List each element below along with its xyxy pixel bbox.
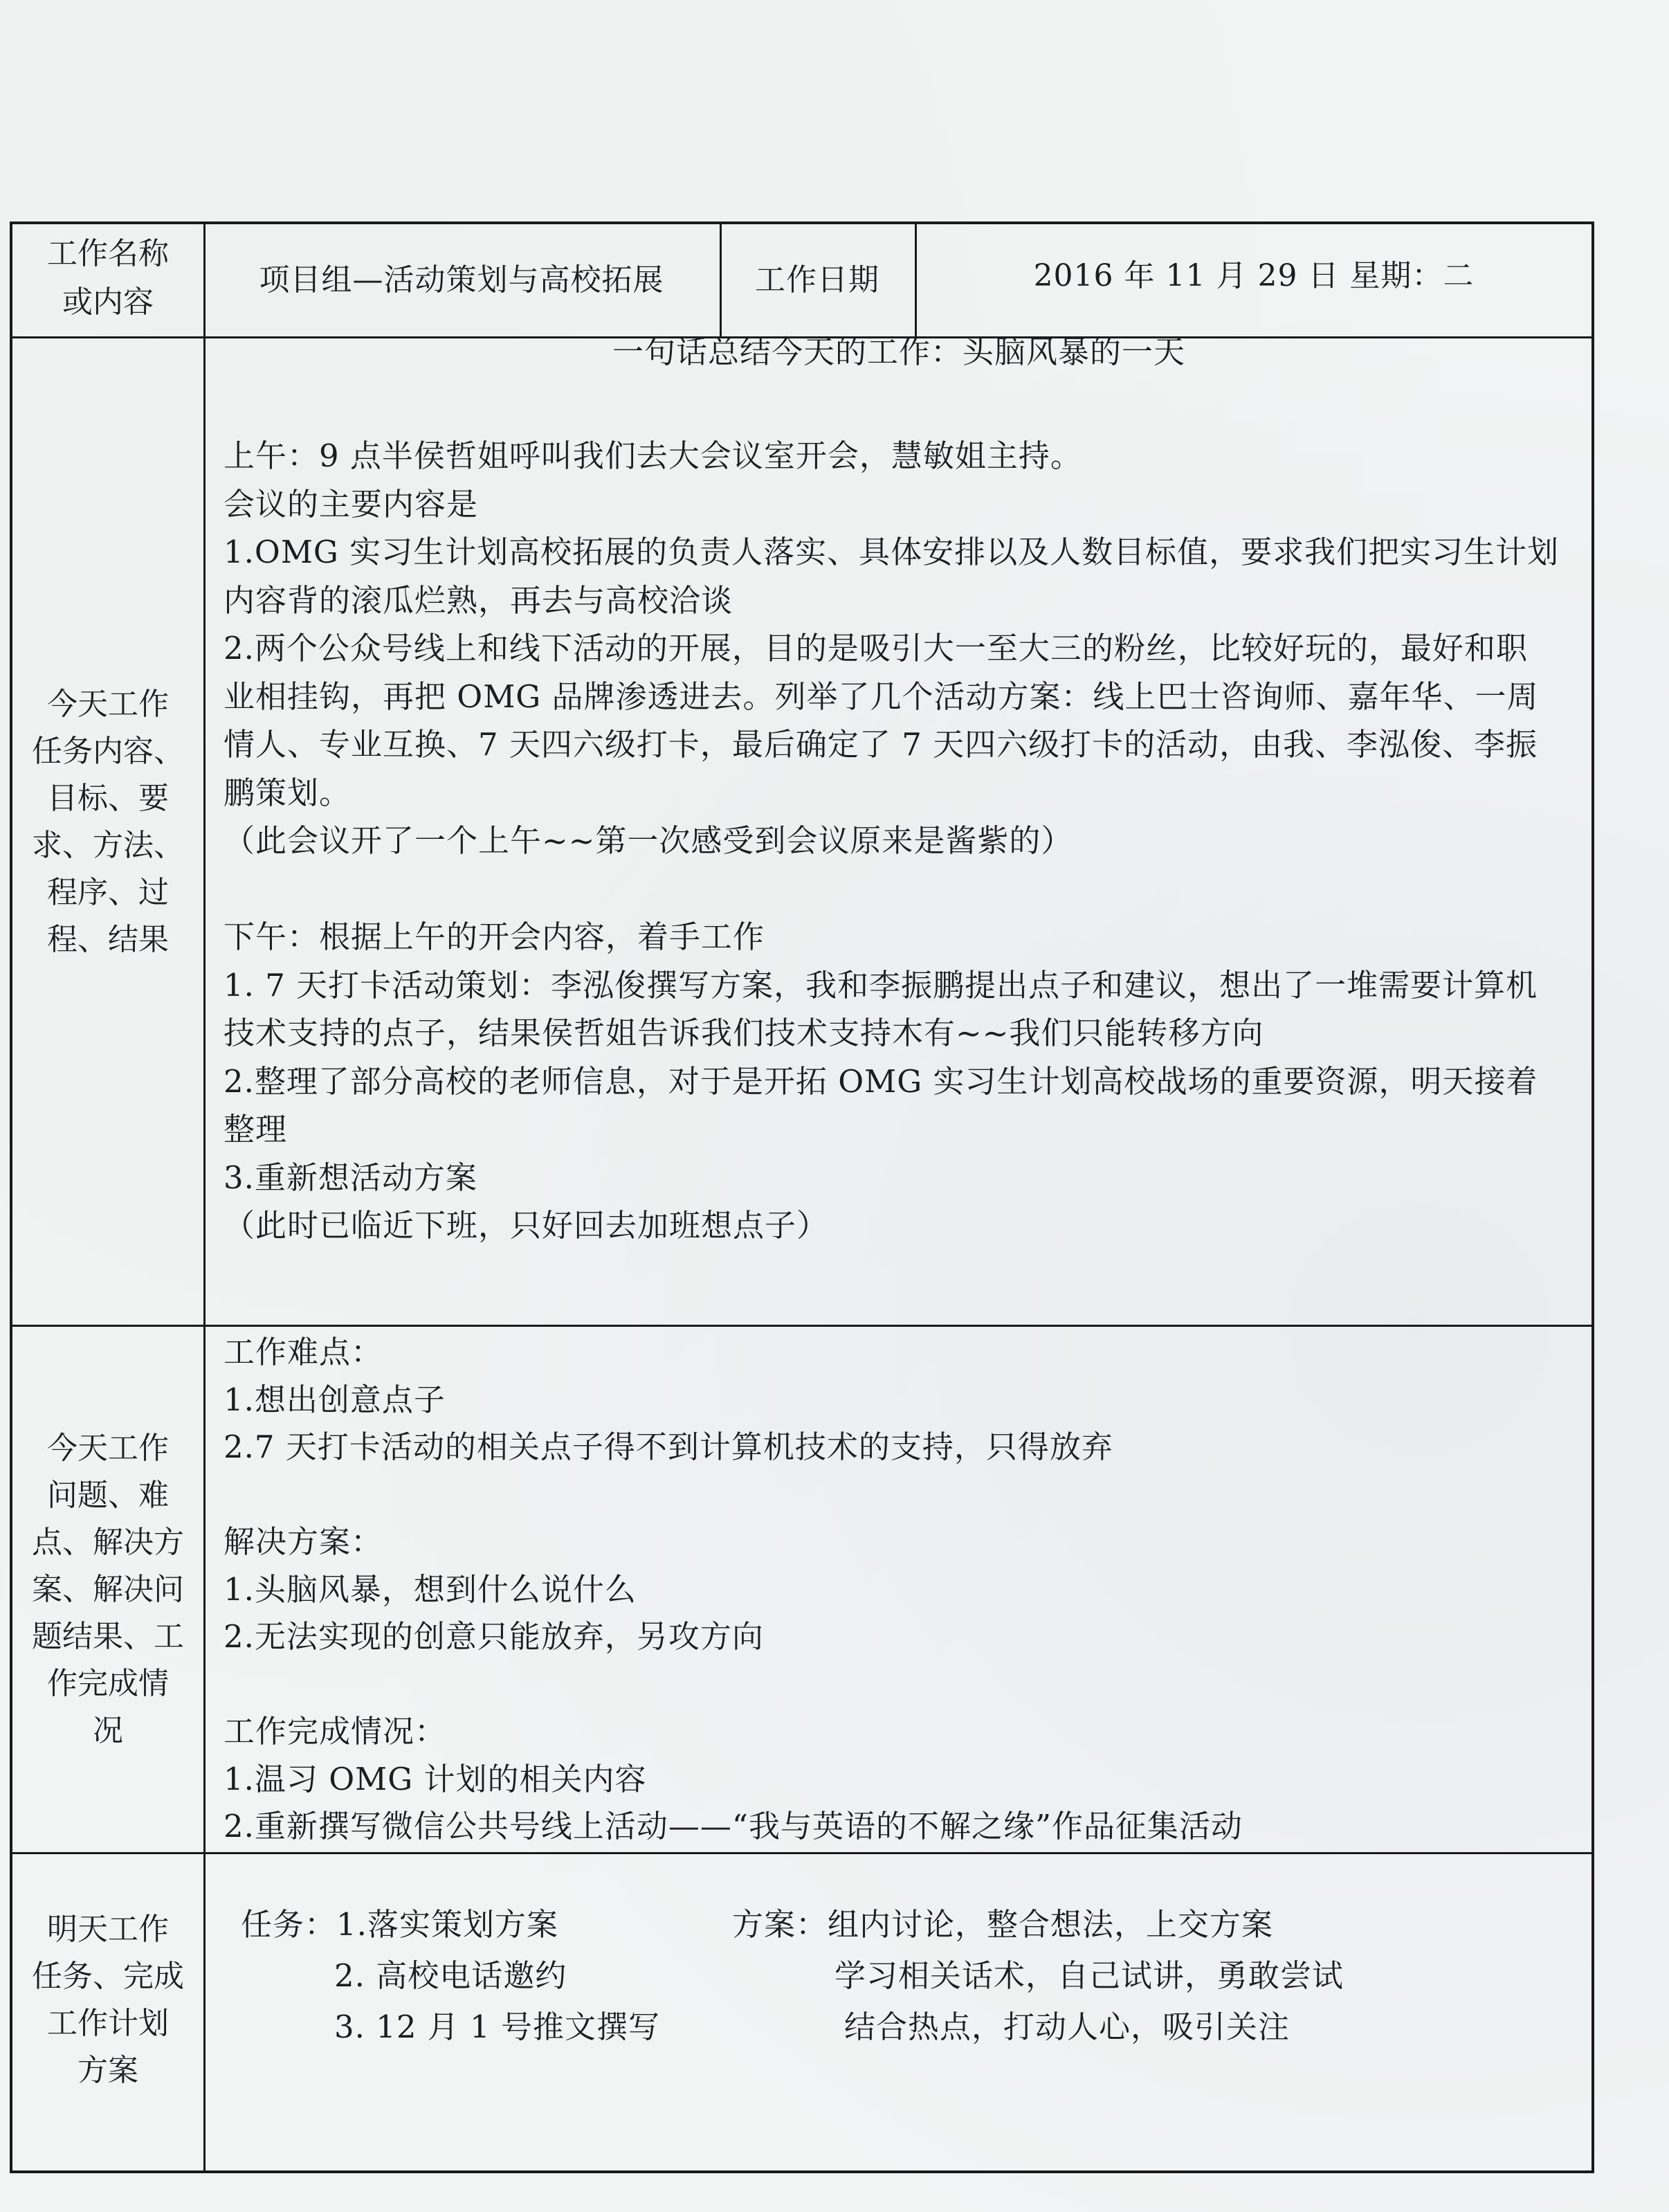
tomorrow-plan-2: 学习相关话术，自己试讲，勇敢尝试 — [834, 1957, 1344, 1994]
rule-after-tasks — [12, 1325, 1592, 1327]
task-line: （此会议开了一个上午~~第一次感受到会议原来是酱紫的） — [224, 822, 1073, 859]
work-name-label: 工作名称 或内容 — [47, 236, 169, 320]
today-tasks-label: 今天工作 任务内容、 目标、要 求、方法、 程序、过 程、结果 — [32, 687, 184, 957]
tomorrow-body — [241, 1899, 660, 2053]
tomorrow-plan-1: 方案：组内讨论，整合想法，上交方案 — [732, 1906, 1274, 1943]
task-line: （此时已临近下班，只好回去加班想点子） — [224, 1207, 829, 1244]
task-line: 3.重新想活动方案 — [224, 1159, 477, 1196]
task-line: 情人、专业互换、7 天四六级打卡，最后确定了 7 天四六级打卡的活动，由我、李泓俊、李振 — [224, 726, 1538, 763]
task-line: 会议的主要内容是 — [224, 485, 479, 523]
problem-line: 2.无法实现的创意只能放弃，另攻方向 — [224, 1618, 764, 1655]
problem-line: 2.7 天打卡活动的相关点子得不到计算机技术的支持，只得放弃 — [224, 1429, 1113, 1465]
problem-line-blank — [224, 1661, 1243, 1709]
problem-line: 1.温习 OMG 计划的相关内容 — [224, 1760, 647, 1797]
task-line: 2.整理了部分高校的老师信息，对于是开拓 OMG 实习生计划高校战场的重要资源，明天接着 — [224, 1062, 1538, 1100]
problem-line: 工作难点： — [224, 1334, 383, 1370]
task-line-blank — [224, 865, 1559, 914]
task-line: 1.OMG 实习生计划高校拓展的负责人落实、具体安排以及人数目标值，要求我们把实习生计划 — [224, 534, 1560, 570]
problem-line: 1.头脑风暴，想到什么说什么 — [224, 1570, 637, 1608]
task-line: 2.两个公众号线上和线下活动的开展，目的是吸引大一至大三的粉丝，比较好玩的，最好和职 — [224, 630, 1528, 667]
problem-line-blank — [224, 1471, 1243, 1519]
task-line: 上午：9 点半侯哲姐呼叫我们去大会议室开会，慧敏姐主持。 — [224, 437, 1082, 474]
tomorrow-task-1: 任务：1.落实策划方案 — [241, 1906, 558, 1943]
today-tasks-body — [224, 432, 1559, 1250]
tomorrow-label: 明天工作 任务、完成 工作计划 方案 — [32, 1912, 184, 2088]
work-date-value: 2016 年 11 月 29 日 星期：二 — [1033, 258, 1475, 293]
task-line: 业相挂钩，再把 OMG 品牌渗透进去。列举了几个活动方案：线上巴士咨询师、嘉年华、一周 — [224, 678, 1539, 715]
task-line: 下午：根据上午的开会内容，着手工作 — [224, 918, 765, 955]
rule-after-problems — [12, 1852, 1592, 1854]
today-problems-label: 今天工作 问题、难 点、解决方 案、解决问 题结果、工 作完成情 况 — [32, 1431, 184, 1748]
work-date-label: 工作日期 — [755, 262, 879, 298]
task-line: 整理 — [224, 1111, 288, 1148]
problem-line: 1.想出创意点子 — [224, 1381, 446, 1418]
task-line: 内容背的滚瓜烂熟，再去与高校洽谈 — [224, 581, 733, 619]
problem-line: 2.重新撰写微信公共号线上活动——“我与英语的不解之缘”作品征集活动 — [224, 1808, 1243, 1844]
tomorrow-plans — [732, 1899, 1344, 2053]
today-problems-body — [224, 1329, 1243, 1851]
problem-line: 工作完成情况： — [224, 1713, 447, 1750]
problem-line: 解决方案： — [224, 1523, 383, 1560]
tomorrow-task-2: 2. 高校电话邀约 — [334, 1957, 567, 1994]
today-summary: 一句话总结今天的工作：头脑风暴的一天 — [612, 334, 1185, 370]
work-log-table — [10, 221, 1594, 2173]
tomorrow-plan-3: 结合热点，打动人心，吸引关注 — [844, 2009, 1290, 2045]
work-name-value: 项目组—活动策划与高校拓展 — [259, 262, 664, 298]
task-line: 1. 7 天打卡活动策划：李泓俊撰写方案，我和李振鹏提出点子和建议，想出了一堆需要计算机 — [224, 966, 1538, 1004]
task-line: 鹏策划。 — [224, 774, 352, 811]
rule-label-column — [203, 224, 206, 2170]
tomorrow-task-3: 3. 12 月 1 号推文撰写 — [334, 2009, 661, 2045]
task-line: 技术支持的点子，结果侯哲姐告诉我们技术支持木有~~我们只能转移方向 — [224, 1015, 1264, 1051]
